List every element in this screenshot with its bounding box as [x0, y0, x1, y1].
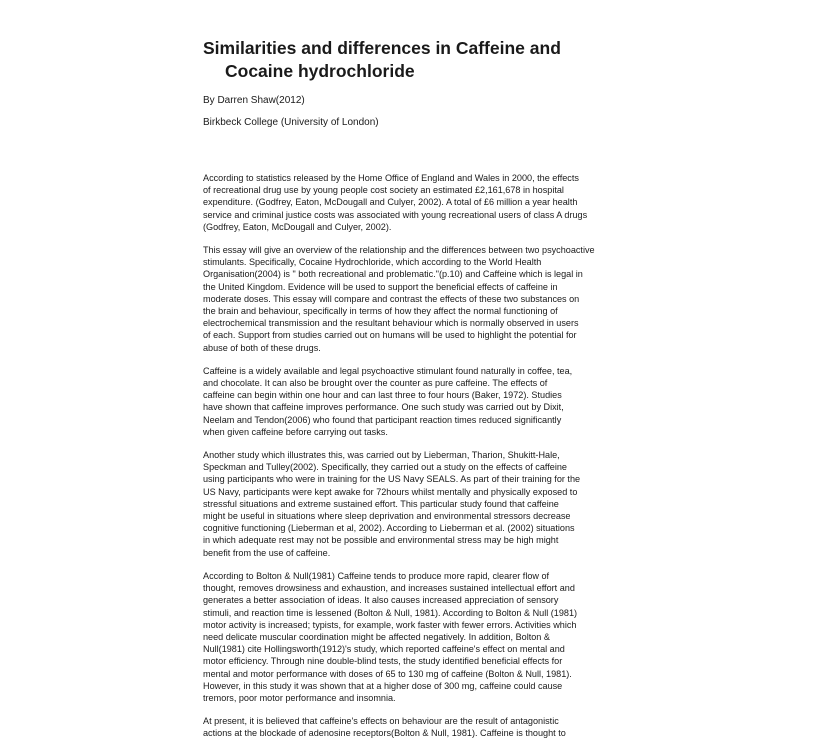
document-title [203, 37, 561, 83]
affiliation-line: Birkbeck College (University of London) [203, 117, 379, 128]
title-line-1: Similarities and differences in Caffeine and [203, 38, 561, 58]
paragraph-4: Another study which illustrates this, was carried out by Lieberman, Tharion, Shukitt-Hale, Speckman and Tulley(2002). Specifically, they carried out a study on the effects of caffeine using participants who were in training for the US Navy SEALS. As part of their training for the US Navy, participants were kept awake for 72hours whilst mentally and physically exposed to stressful situations and extreme sustained effort. This particular study found that caffeine might be useful in situations where sleep deprivation and environmental stressors decrease cognitive functioning (Lieberman et al, 2002). According to Lieberman et al. (2002) situations in which adequate rest may not be possible and environmental stress may be high might benefit from the use of caffeine. [203, 450, 581, 558]
author-line: By Darren Shaw(2012) [203, 95, 305, 106]
paragraph-1: According to statistics released by the Home Office of England and Wales in 2000, the effects of recreational drug use by young people cost society an estimated £2,161,678 in hospital expenditure. (Godfrey, Eaton, McDougall and Culyer, 2002). A total of £6 million a year health service and criminal justice costs was associated with young recreational users of class A drugs (Godfrey, Eaton, McDougall and Culyer, 2002). [203, 173, 588, 232]
paragraph-5: According to Bolton & Null(1981) Caffeine tends to produce more rapid, clearer flow of thought, removes drowsiness and exhaustion, and increases sustained intellectual effort and generates a better association of ideas. It also causes increased appreciation of sensory stimuli, and reaction time is lessened (Bolton & Null, 1981). According to Bolton & Null (1981) motor activity is increased; typists, for example, work faster with fewer errors. Activities which need delicate muscular coordination might be affected negatively. In addition, Bolton & Null(1981) cite Hollingsworth(1912)'s study, which reported caffeine's effect on mental and motor efficiency. Through nine double-blind tests, the study identified beneficial effects for mental and motor performance with doses of 65 to 130 mg of caffeine (Bolton & Null, 1981). However, in this study it was shown that at a higher dose of 300 mg, caffeine could cause tremors, poor motor performance and insomnia. [203, 570, 578, 703]
document-body [203, 172, 609, 751]
paragraph-6: At present, it is believed that caffeine's effects on behaviour are the result of antagonistic actions at the blockade of adenosine receptors(Bolton & Null, 1981). Caffeine is thought to [203, 716, 566, 739]
paragraph-3: Caffeine is a widely available and legal psychoactive stimulant found naturally in coffee, tea, and chocolate. It can also be brought over the counter as pure caffeine. The effects of caffeine can begin within one hour and can last three to four hours (Baker, 1972). Studies have shown that caffeine improves performance. One such study was carried out by Dixit, Neelam and Tendon(2006) who found that participant reaction times reduced significantly when given caffeine before carrying out tasks. [203, 365, 573, 437]
paragraph-2: This essay will give an overview of the relationship and the differences between two psychoactive stimulants. Specifically, Cocaine Hydrochloride, which according to the World Health Organisation(2004) is " both recreational and problematic."(p.10) and Caffeine which is legal in the United Kingdom. Evidence will be used to support the beneficial effects of caffeine in moderate doses. This essay will compare and contrast the effects of these two substances on the brain and behaviour, specifically in terms of how they affect the normal functioning of electrochemical transmission and the resultant behaviour which is normally observed in users of each. Support from studies carried out on humans will be used to highlight the potential for abuse of both of these drugs. [203, 245, 595, 353]
title-line-2: Cocaine hydrochloride [225, 61, 415, 81]
